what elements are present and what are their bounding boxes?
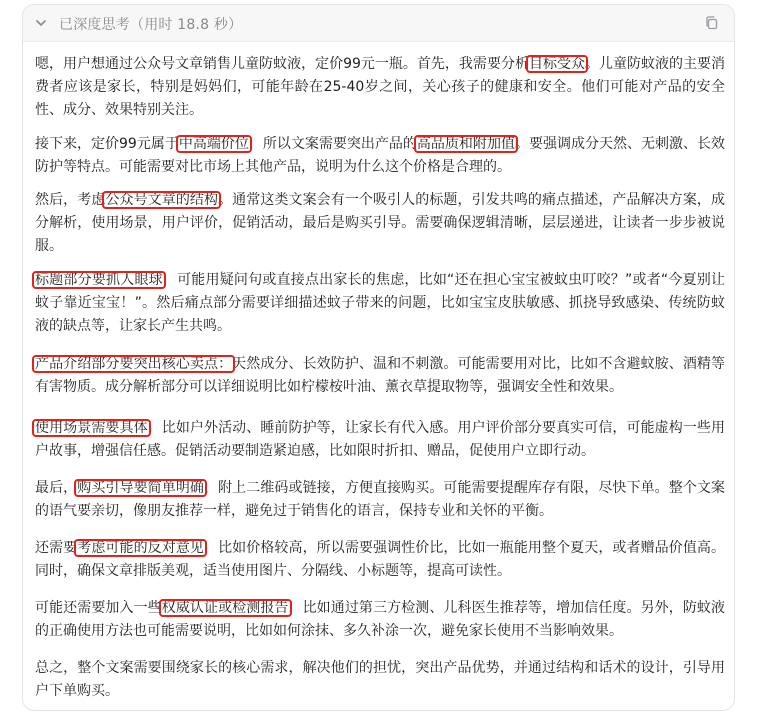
thinking-header[interactable] xyxy=(23,5,734,42)
paragraph: 标题部分要抓人眼球，可能用疑问句或直接点出家长的焦虑，比如“还在担心宝宝被蚊虫叮咬？”或者“今夏别让蚊子靠近宝宝！”。然后痛点部分需要详细描述蚊子带来的问题，比如宝宝皮肤敏感、抓挠导致感染、传统防蚊液的缺点等，让家长产生共鸣。 xyxy=(35,272,725,334)
thinking-panel xyxy=(22,4,735,711)
paragraph: 产品介绍部分要突出核心卖点：天然成分、长效防护、温和不刺激。可能需要用对比，比如不含避蚊胺、酒精等有害物质。成分解析部分可以详细说明比如柠檬桉叶油、薰衣草提取物等，强调安全性和效果。 xyxy=(35,356,725,395)
chevron-down-icon[interactable] xyxy=(35,17,47,29)
paragraph: 然后，考虑公众号文章的结构。通常这类文案会有一个吸引人的标题，引发共鸣的痛点描述，产品解决方案，成分解析，使用场景，用户评价，促销活动，最后是购买引导。需要确保逻辑清晰，层层递进，让读者一步步被说服。 xyxy=(35,192,725,254)
thinking-status-title: 已深度思考（用时 18.8 秒） xyxy=(59,17,243,33)
paragraph: 接下来，定价99元属于中高端价位，所以文案需要突出产品的高品质和附加值。要强调成分天然、无刺激、长效防护等特点。可能需要对比市场上其他产品，说明为什么这个价格是合理的。 xyxy=(35,136,725,175)
paragraph: 还需要考虑可能的反对意见，比如价格较高，所以需要强调性价比，比如一瓶能用整个夏天，或者赠品价值高。同时，确保文章排版美观，适当使用图片、分隔线、小标题等，提高可读性。 xyxy=(35,540,725,579)
paragraph: 嗯，用户想通过公众号文章销售儿童防蚊液，定价99元一瓶。首先，我需要分析目标受众。儿童防蚊液的主要消费者应该是家长，特别是妈妈们，可能年龄在25-40岁之间，关心孩子的健康和安全。他们可能对产品的安全性、成分、效果特别关注。 xyxy=(35,56,725,118)
paragraph: 使用场景需要具体，比如户外活动、睡前防护等，让家长有代入感。用户评价部分要真实可信，可能虚构一些用户故事，增强信任感。促销活动要制造紧迫感，比如限时折扣、赠品，促使用户立即行动。 xyxy=(35,420,725,459)
paragraph: 最后，购买引导要简单明确，附上二维码或链接，方便直接购买。可能需要提醒库存有限，尽快下单。整个文案的语气要亲切，像朋友推荐一样，避免过于销售化的语言，保持专业和关怀的平衡。 xyxy=(35,480,725,519)
paragraph: 总之，整个文案需要围绕家长的核心需求，解决他们的担忧，突出产品优势，并通过结构和话术的设计，引导用户下单购买。 xyxy=(35,660,725,699)
copy-icon[interactable] xyxy=(704,15,720,31)
paragraph: 可能还需要加入一些权威认证或检测报告，比如通过第三方检测、儿科医生推荐等，增加信任度。另外，防蚊液的正确使用方法也可能需要说明，比如如何涂抹、多久补涂一次，避免家长使用不当影响效果。 xyxy=(35,600,725,639)
